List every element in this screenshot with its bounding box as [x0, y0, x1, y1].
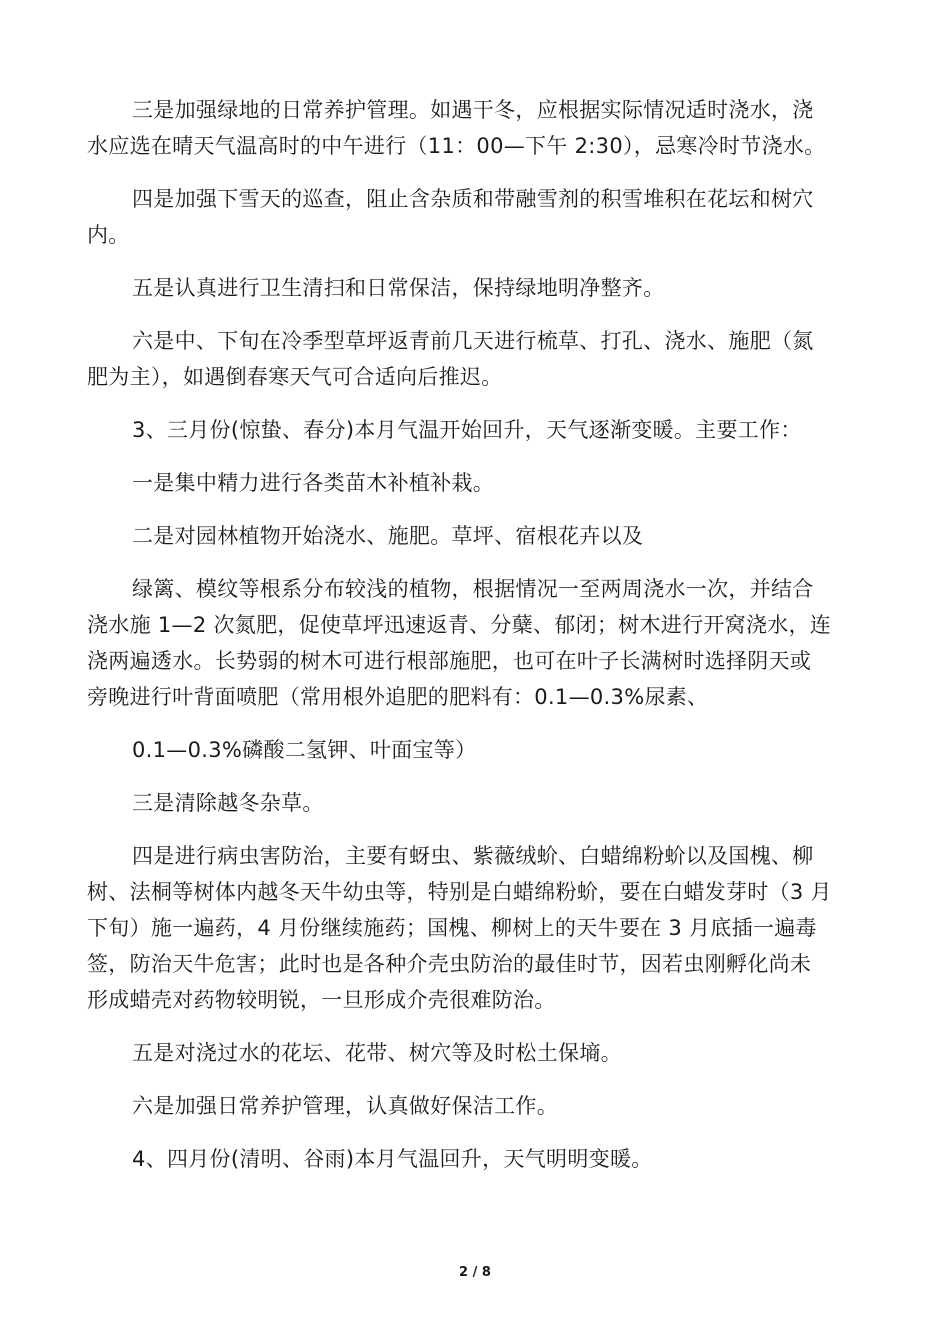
paragraph-line: 4、四月份(清明、谷雨)本月气温回升，天气明明变暖。 [132, 1147, 653, 1171]
paragraph-line: 树、法桐等树体内越冬天牛幼虫等，特别是白蜡绵粉蚧，要在白蜡发芽时（3 月 [87, 880, 832, 904]
paragraph-line: 六是加强日常养护管理，认真做好保洁工作。 [132, 1094, 558, 1118]
paragraph-line: 五是认真进行卫生清扫和日常保洁，保持绿地明净整齐。 [132, 276, 665, 300]
paragraph-line: 浇水施 1—2 次氮肥，促使草坪迅速返青、分蘖、郁闭；树木进行开窝浇水，连 [87, 613, 832, 637]
paragraph [132, 1141, 832, 1177]
paragraph [87, 838, 832, 1018]
paragraph-line: 内。 [87, 223, 130, 247]
paragraph [87, 571, 832, 715]
paragraph [132, 412, 832, 448]
paragraph-line: 下旬）施一遍药，4 月份继续施药；国槐、柳树上的天牛要在 3 月底插一遍毒 [87, 916, 817, 940]
paragraph-line: 绿篱、模纹等根系分布较浅的植物，根据情况一至两周浇水一次，并结合 [132, 577, 814, 601]
paragraph-line: 三是加强绿地的日常养护管理。如遇干冬，应根据实际情况适时浇水，浇 [132, 98, 814, 122]
paragraph-line: 水应选在晴天气温高时的中午进行（11：00—下午 2:30），忌寒冷时节浇水。 [87, 134, 826, 158]
paragraph [87, 92, 832, 164]
paragraph [87, 323, 832, 395]
paragraph [87, 181, 832, 253]
paragraph-line: 二是对园林植物开始浇水、施肥。草坪、宿根花卉以及 [132, 524, 644, 548]
paragraph [132, 465, 832, 501]
paragraph [132, 732, 832, 768]
paragraph-line: 肥为主），如遇倒春寒天气可合适向后推迟。 [87, 365, 503, 389]
paragraph-line: 一是集中精力进行各类苗木补植补栽。 [132, 471, 495, 495]
paragraph-line: 六是中、下旬在冷季型草坪返青前几天进行梳草、打孔、浇水、施肥（氮 [132, 329, 814, 353]
paragraph [132, 1088, 832, 1124]
paragraph-line: 五是对浇过水的花坛、花带、树穴等及时松土保墒。 [132, 1041, 622, 1065]
paragraph-line: 形成蜡壳对药物较明锐，一旦形成介壳很难防治。 [87, 988, 556, 1012]
paragraph-line: 3、三月份(惊蛰、春分)本月气温开始回升，天气逐渐变暖。主要工作： [132, 418, 802, 442]
paragraph-line: 旁晚进行叶背面喷肥（常用根外追肥的肥料有：0.1—0.3%尿素、 [87, 685, 709, 709]
paragraph-line: 签，防治天牛危害；此时也是各种介壳虫防治的最佳时节，因若虫刚孵化尚未 [87, 952, 812, 976]
paragraph [132, 270, 832, 306]
paragraph [132, 785, 832, 821]
paragraph [132, 1035, 832, 1071]
paragraph-line: 浇两遍透水。长势弱的树木可进行根部施肥，也可在叶子长满树时选择阴天或 [87, 649, 812, 673]
paragraph-line: 四是加强下雪天的巡查，阻止含杂质和带融雪剂的积雪堆积在花坛和树穴 [132, 187, 814, 211]
page-number: 2 / 8 [459, 1265, 491, 1280]
paragraph [132, 518, 832, 554]
paragraph-line: 四是进行病虫害防治，主要有蚜虫、紫薇绒蚧、白蜡绵粉蚧以及国槐、柳 [132, 844, 814, 868]
document-body [87, 92, 832, 1194]
paragraph-line: 三是清除越冬杂草。 [132, 791, 324, 815]
paragraph-line: 0.1—0.3%磷酸二氢钾、叶面宝等） [132, 738, 477, 762]
